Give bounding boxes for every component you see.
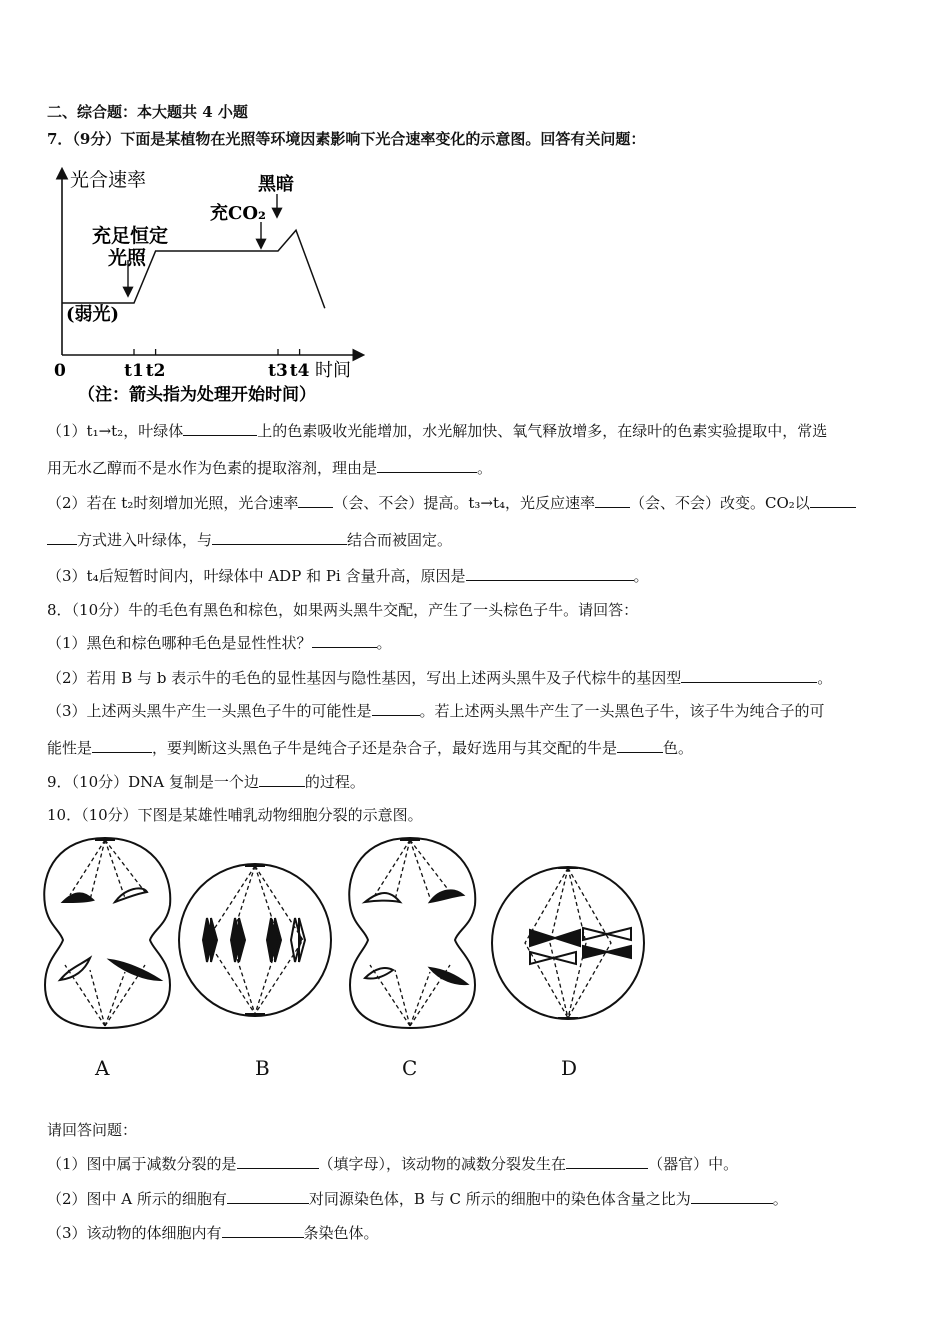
cell-b [179, 864, 331, 1016]
cell-division-figure [35, 830, 655, 1090]
x-axis-label: 时间 [315, 360, 351, 381]
section-heading: 二、综合题：本大题共 4 小题 [47, 103, 248, 121]
annotation-weak-light: (弱光) [66, 304, 120, 325]
q8-blank-5[interactable] [617, 737, 663, 753]
q10-blank-1[interactable] [237, 1153, 319, 1169]
q7-blank-5b[interactable] [47, 529, 77, 545]
q7-part2-line1: （2）若在 t₂时刻增加光照，光合速率 （会、不会）提高。t₃→t₄，光反应速率 （会、不会）改变。CO₂以 [47, 492, 856, 513]
cell-a [44, 838, 170, 1028]
x-tick-label: t3 [268, 361, 288, 381]
q7-blank-1[interactable] [183, 420, 257, 436]
q10-part2: （2）图中 A 所示的细胞有 对同源染色体，B 与 C 所示的细胞中的染色体含量之比为 。 [47, 1190, 788, 1208]
chart-note: （注：箭头指为处理开始时间） [78, 385, 316, 405]
q7-part2-line2: 方式进入叶绿体，与 结合而被固定。 [47, 529, 452, 550]
q7-part3: （3）t₄后短暂时间内，叶绿体中 ADP 和 Pi 含量升高，原因是 。 [47, 567, 649, 585]
q8-part3-line2: 能性是 ，要判断这头黑色子牛是纯合子还是杂合子，最好选用与其交配的牛是 色。 [47, 739, 694, 757]
q10-blank-2[interactable] [566, 1153, 648, 1169]
q7-part1-line1: （1）t₁→t₂，叶绿体 上的色素吸收光能增加，水光解加快、氧气释放增多，在绿叶的色素实验提取中，常选 [47, 422, 828, 440]
x-tick-label: t2 [145, 361, 166, 381]
q7-blank-7[interactable] [466, 565, 634, 581]
q10-title: 10．（10分）下图是某雄性哺乳动物细胞分裂的示意图。 [47, 806, 423, 824]
q7-part1-line2: 用无水乙醇而不是水作为色素的提取溶剂，理由是 。 [47, 459, 493, 477]
origin-label: 0 [54, 361, 66, 381]
annotation-full-light-2: 光照 [108, 247, 147, 269]
cell-label-c: C [402, 1056, 418, 1080]
annotation-dark: 黑暗 [258, 174, 294, 195]
cell-label-d: D [561, 1056, 578, 1080]
q7-blank-2[interactable] [377, 457, 477, 473]
q7-title: 7．（9分）下面是某植物在光照等环境因素影响下光合速率变化的示意图。回答有关问题： [47, 130, 646, 148]
cell-label-a: A [95, 1056, 110, 1080]
q8-blank-4[interactable] [92, 737, 152, 753]
x-tick-label: t1 [124, 361, 144, 381]
q10-part3: （3）该动物的体细胞内有 条染色体。 [47, 1224, 379, 1242]
cell-c [349, 838, 475, 1028]
q8-blank-2[interactable] [681, 667, 817, 683]
x-tick-label: t4 [289, 361, 310, 381]
q10-blank-3[interactable] [227, 1188, 309, 1204]
q8-title: 8．（10分）牛的毛色有黑色和棕色，如果两头黑牛交配，产生了一头棕色子牛。请回答： [47, 601, 639, 619]
q8-part1: （1）黑色和棕色哪种毛色是显性性状？ 。 [47, 634, 392, 652]
q10-part1: （1）图中属于减数分裂的是 （填字母），该动物的减数分裂发生在 （器官）中。 [47, 1155, 739, 1173]
q7-blank-5a[interactable] [810, 492, 856, 508]
q9-blank[interactable] [259, 771, 305, 787]
cell-d [492, 867, 644, 1019]
annotation-full-light-1: 充足恒定 [92, 225, 169, 247]
photosynthesis-chart [40, 160, 380, 410]
cell-label-b: B [255, 1056, 270, 1080]
q9: 9．（10分）DNA 复制是一个边 的过程。 [47, 773, 365, 791]
q8-part3-line1: （3）上述两头黑牛产生一头黑色子牛的可能性是 。若上述两头黑牛产生了一头黑色子牛，该子牛为纯合子的可 [47, 702, 825, 720]
q8-blank-3[interactable] [372, 700, 420, 716]
q10-blank-4[interactable] [691, 1188, 773, 1204]
q10-blank-5[interactable] [222, 1222, 304, 1238]
y-axis-label: 光合速率 [70, 169, 147, 191]
q8-part2: （2）若用 B 与 b 表示牛的毛色的显性基因与隐性基因，写出上述两头黑牛及子代棕牛的基因型 。 [47, 669, 833, 687]
q7-blank-6[interactable] [212, 529, 347, 545]
q7-blank-4[interactable] [595, 492, 630, 508]
q8-blank-1[interactable] [312, 632, 377, 648]
q10-prompt: 请回答问题： [47, 1121, 138, 1139]
annotation-co2: 充CO₂ [210, 203, 266, 224]
q7-blank-3[interactable] [298, 492, 333, 508]
